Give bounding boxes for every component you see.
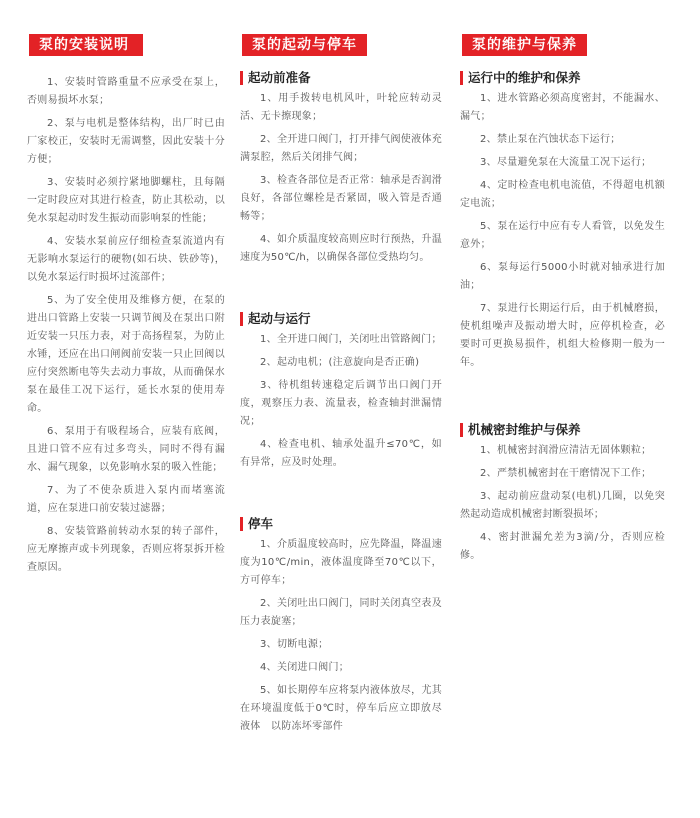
start-run-para-2: 2、起动电机；(注意旋向是否正确)	[260, 357, 420, 368]
section-pre-start	[240, 70, 442, 267]
section-heading	[460, 70, 665, 86]
installation-para-8: 8、安装管路前转动水泵的转子部件，应无摩擦声或卡列现象，否则应将泵拆开检查原因。	[27, 526, 225, 573]
running-para-7: 7、泵进行长期运行后，由于机械磨损，使机组噪声及振动增大时，应停机检查，必要时可更换易损件，机组大检修期一般为一年。	[460, 303, 665, 368]
heading-text: 停车	[248, 516, 274, 531]
start-run-para-4: 4、检查电机、轴承处温升≤70℃，如有异常，应及时处理。	[240, 439, 442, 468]
heading-text: 机械密封维护与保养	[468, 422, 581, 437]
seal-para-4: 4、密封泄漏允差为3滴/分，否则应检修。	[460, 532, 665, 561]
running-para-3: 3、尽量避免泵在大流量工况下运行；	[480, 157, 652, 168]
stop-para-4: 4、关闭进口阀门；	[260, 662, 350, 673]
running-para-4: 4、定时检查电机电流值，不得超电机额定电流；	[460, 180, 665, 209]
section-running-maintenance	[460, 70, 665, 372]
seal-para-2: 2、严禁机械密封在干磨情况下工作；	[480, 468, 652, 479]
installation-para-5: 5、为了安全使用及维修方便，在泵的进出口管路上安装一只调节阀及在泵出口附近安装一只压力表，对于高扬程泵，为防止水锤，还应在出口闸阀前安装一只止回阀以应付突然断电等失去动力事故，从而确保水泵在最佳工况下运行，延长水泵的使用寿命。	[27, 295, 225, 414]
installation-para-6: 6、泵用于有吸程场合，应装有底阀，且进口管不应有过多弯头，同时不得有漏水、漏气现象，以免影响水泵的吸入性能；	[27, 426, 225, 473]
stop-para-5: 5、如长期停车应将泵内液体放尽，尤其在环境温度低于0℃时，停车后应立即放尽液体 以防冻坏零部件	[240, 685, 442, 732]
maintenance-title: 泵的维护与保养	[462, 34, 587, 56]
stop-para-2: 2、关闭吐出口阀门，同时关闭真空表及压力表旋塞；	[240, 598, 442, 627]
heading-marker	[240, 517, 243, 531]
seal-para-1: 1、机械密封润滑应清洁无固体颗粒；	[480, 445, 652, 456]
heading-text: 运行中的维护和保养	[468, 70, 581, 85]
section-heading	[240, 70, 442, 86]
installation-para-2: 2、泵与电机是整体结构，出厂时已由厂家校正，安装时无需调整，因此安装十分方便；	[27, 118, 225, 165]
pre-start-para-3: 3、检查各部位是否正常：轴承是否润滑良好，各部位螺栓是否紧固，吸入管是否通畅等；	[240, 175, 442, 222]
section-seal-maintenance	[460, 422, 665, 565]
running-para-1: 1、进水管路必须高度密封，不能漏水、漏气；	[460, 93, 665, 122]
installation-content	[27, 74, 225, 577]
section-stop	[240, 516, 442, 736]
installation-title: 泵的安装说明	[29, 34, 143, 56]
section-heading	[240, 516, 442, 532]
stop-para-1: 1、介质温度较高时，应先降温，降温速度为10℃/min，液体温度降至70℃以下，方可停车；	[240, 539, 442, 586]
column-start-stop	[240, 34, 442, 736]
pre-start-para-2: 2、全开进口阀门，打开排气阀使液体充满泵腔，然后关闭排气阀；	[240, 134, 442, 163]
installation-para-4: 4、安装水泵前应仔细检查泵流道内有无影响水泵运行的硬物(如石块、铁砂等)，以免水泵运行时损坏过流部件；	[27, 236, 225, 283]
heading-text: 起动与运行	[248, 311, 311, 326]
heading-text: 起动前准备	[248, 70, 311, 85]
seal-para-3: 3、起动前应盘动泵(电机)几圈，以免突然起动造成机械密封断裂损坏；	[460, 491, 665, 520]
start-run-para-1: 1、全开进口阀门，关闭吐出管路阀门；	[260, 334, 442, 345]
heading-marker	[240, 312, 243, 326]
installation-para-7: 7、为了不使杂质进入泵内而堵塞流道，应在泵进口前安装过滤器；	[27, 485, 225, 514]
column-maintenance	[460, 34, 665, 565]
pre-start-para-4: 4、如介质温度较高则应时行预热，升温速度为50℃/h，以确保各部位受热均匀。	[240, 234, 442, 263]
start-run-para-3: 3、待机组转速稳定后调节出口阀门开度，观察压力表、流量表，检查轴封泄漏情况；	[240, 380, 442, 427]
heading-marker	[240, 71, 243, 85]
installation-para-3: 3、安装时必须拧紧地脚螺柱，且每隔一定时段应对其进行检查，防止其松动，以免水泵起动时发生振动而影响泵的性能；	[27, 177, 225, 224]
heading-marker	[460, 423, 463, 437]
running-para-5: 5、泵在运行中应有专人看管，以免发生意外；	[460, 221, 665, 250]
running-para-2: 2、禁止泵在汽蚀状态下运行；	[480, 134, 621, 145]
installation-para-1: 1、安装时管路重量不应承受在泵上，否则易损坏水泵；	[27, 77, 225, 106]
section-heading	[460, 422, 665, 438]
heading-marker	[460, 71, 463, 85]
running-para-6: 6、泵每运行5000小时就对轴承进行加油；	[460, 262, 665, 291]
pre-start-para-1: 1、用手拨转电机风叶，叶轮应转动灵活、无卡擦现象；	[240, 93, 442, 122]
section-heading	[240, 311, 442, 327]
column-installation	[27, 34, 225, 577]
section-start-run	[240, 311, 442, 472]
start-stop-title: 泵的起动与停车	[242, 34, 367, 56]
stop-para-3: 3、切断电源；	[260, 639, 329, 650]
